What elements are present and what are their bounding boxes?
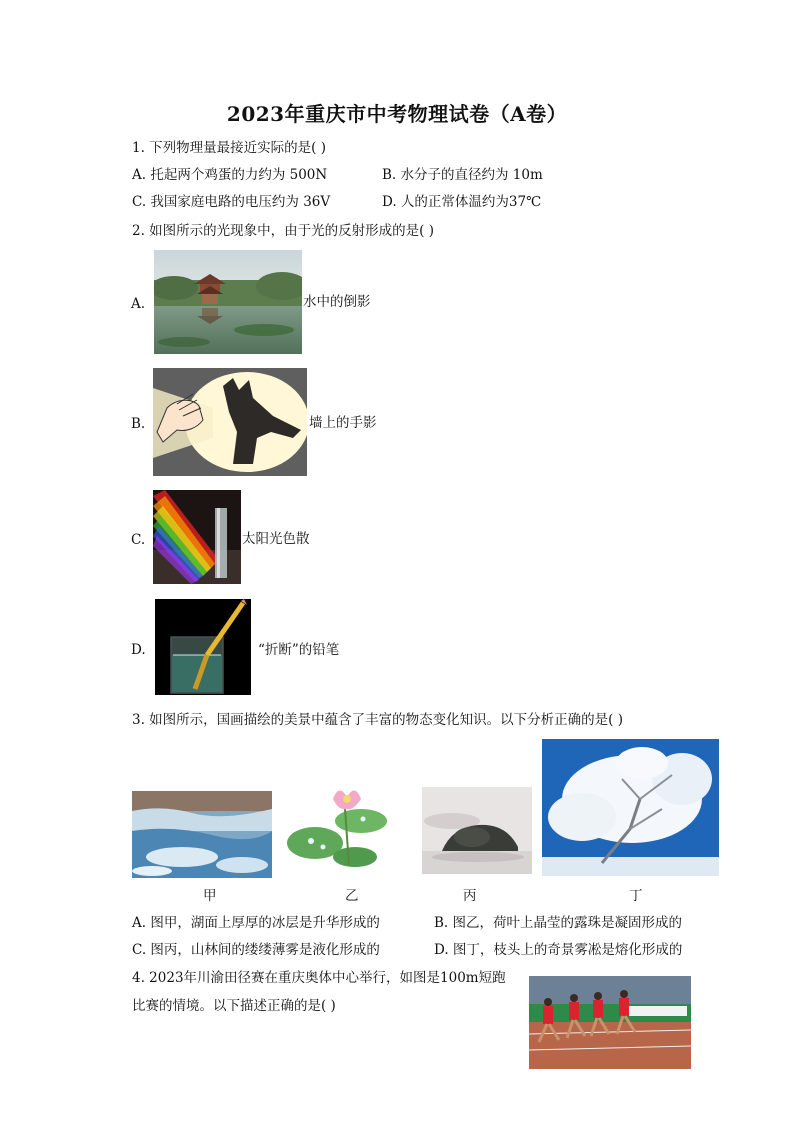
q1-option-b: B. 水分子的直径约为 10m bbox=[382, 167, 543, 183]
q1-option-d: D. 人的正常体温约为37℃ bbox=[382, 194, 542, 210]
q3-label-ding: 丁 bbox=[629, 888, 643, 904]
q2-stem: 2. 如图所示的光现象中，由于光的反射形成的是( ) bbox=[132, 223, 434, 239]
q4-stem-line2: 比赛的情境。以下描述正确的是( ) bbox=[132, 998, 336, 1014]
q2-option-d-letter: D. bbox=[131, 642, 146, 658]
q2-option-d-caption: “折断”的铅笔 bbox=[258, 642, 340, 658]
q2-option-a-caption: 水中的倒影 bbox=[303, 294, 371, 310]
misty-forest-image bbox=[422, 787, 532, 874]
bent-pencil-glass-image bbox=[155, 599, 251, 695]
ice-lake-image bbox=[132, 791, 272, 878]
hand-shadow-image bbox=[153, 368, 307, 476]
q3-option-a: A. 图甲，湖面上厚厚的冰层是升华形成的 bbox=[132, 915, 380, 931]
page-title: 2023年重庆市中考物理试卷（A卷） bbox=[226, 102, 568, 126]
q3-label-yi: 乙 bbox=[345, 888, 359, 904]
q2-option-c-letter: C. bbox=[131, 532, 146, 548]
q3-stem: 3. 如图所示，国画描绘的美景中蕴含了丰富的物态变化知识。以下分析正确的是( ) bbox=[132, 712, 623, 728]
q2-option-a-letter: A. bbox=[131, 296, 146, 312]
q3-label-bing: 丙 bbox=[463, 888, 477, 904]
q3-option-c: C. 图丙，山林间的缕缕薄雾是液化形成的 bbox=[132, 942, 380, 958]
q1-stem: 1. 下列物理量最接近实际的是( ) bbox=[132, 140, 326, 156]
q3-label-jia: 甲 bbox=[203, 888, 217, 904]
q2-option-b-letter: B. bbox=[131, 416, 146, 432]
lotus-dew-image bbox=[283, 781, 391, 876]
q2-option-c-caption: 太阳光色散 bbox=[242, 531, 310, 547]
q3-option-b: B. 图乙，荷叶上晶莹的露珠是凝固形成的 bbox=[434, 915, 683, 931]
pavilion-reflection-photo bbox=[154, 250, 302, 354]
q3-option-d: D. 图丁，枝头上的奇景雾凇是熔化形成的 bbox=[434, 942, 683, 958]
prism-dispersion-image bbox=[153, 490, 241, 584]
sprint-race-image bbox=[529, 976, 691, 1069]
q1-option-a: A. 托起两个鸡蛋的力约为 500N bbox=[132, 167, 328, 183]
q4-stem-line1: 4. 2023年川渝田径赛在重庆奥体中心举行，如图是100m短跑 bbox=[132, 970, 506, 986]
rime-tree-image bbox=[542, 739, 719, 876]
q2-option-b-caption: 墙上的手影 bbox=[309, 415, 377, 431]
q1-option-c: C. 我国家庭电路的电压约为 36V bbox=[132, 194, 331, 210]
